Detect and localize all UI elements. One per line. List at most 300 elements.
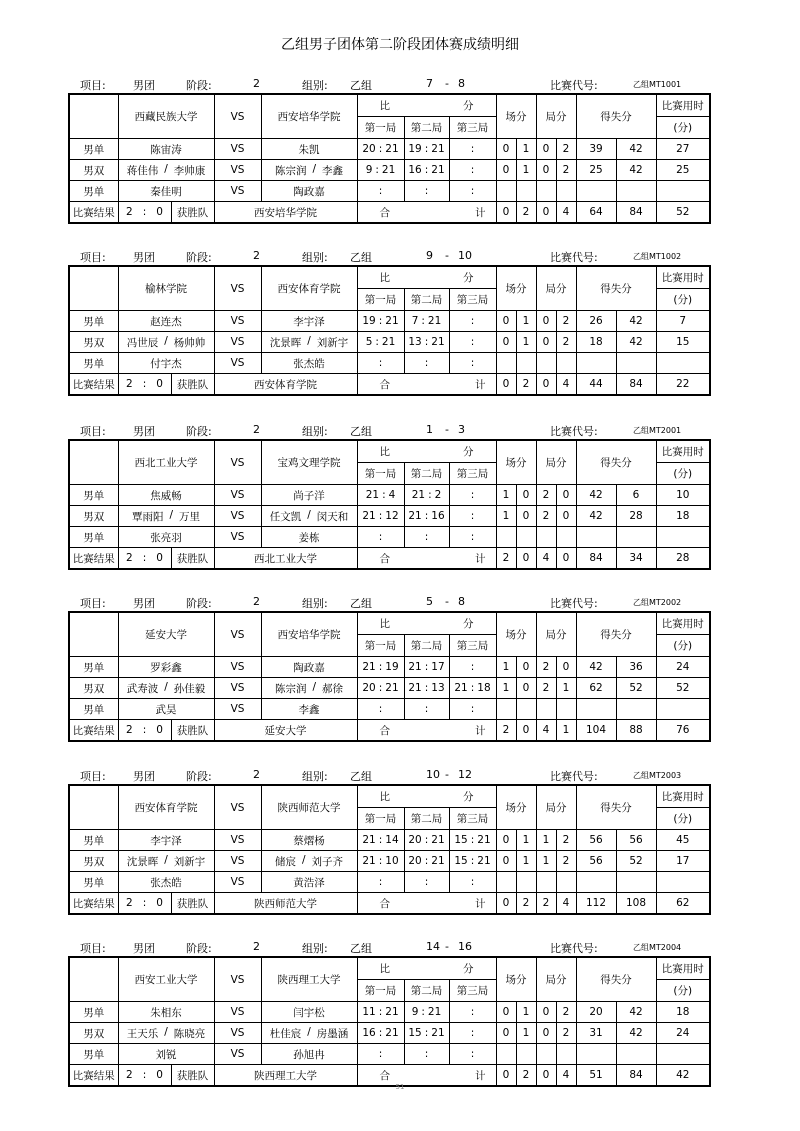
team-b-name: 西安体育学院 <box>261 266 357 311</box>
score-right: 21 <box>431 855 445 867</box>
match-table <box>68 784 711 915</box>
points-a <box>576 527 616 548</box>
vs-label: VS <box>214 160 261 181</box>
colon: : <box>424 876 429 888</box>
games-header: 局分 <box>536 612 576 657</box>
match-block <box>68 595 704 742</box>
stage-label: 阶段: <box>186 79 212 92</box>
matches-b: 0 <box>516 720 536 742</box>
position-a: 7 <box>426 77 433 90</box>
total-label <box>357 374 496 396</box>
player-name: 陶政嘉 <box>293 661 325 674</box>
matches-a <box>496 699 516 720</box>
slash: / <box>312 680 317 693</box>
games-b: 1 <box>556 720 576 742</box>
slash: / <box>164 162 168 175</box>
table-row <box>69 181 710 202</box>
item-label: 项目: <box>80 251 106 264</box>
game-3-score <box>449 485 496 506</box>
matches-a <box>496 353 516 374</box>
game-3-score <box>449 506 496 527</box>
points-b: 52 <box>616 851 656 872</box>
games-header: 局分 <box>536 440 576 485</box>
points-b <box>616 1044 656 1065</box>
slash: / <box>312 162 317 175</box>
game-3-score <box>449 699 496 720</box>
group-value: 乙组 <box>350 597 372 610</box>
game-1-score <box>357 353 404 374</box>
colon: : <box>378 510 383 522</box>
score-right: 21 <box>381 336 396 348</box>
table-row <box>69 699 710 720</box>
player-name: 付宇杰 <box>150 357 182 370</box>
player-name: 罗彩鑫 <box>150 661 182 674</box>
matches-header: 场分 <box>496 957 536 1002</box>
score-left: 19 <box>408 143 422 155</box>
team-a-name: 榆林学院 <box>118 266 214 311</box>
vs-label: VS <box>214 1002 261 1023</box>
team-a-players <box>118 830 214 851</box>
score-right: 21 <box>477 855 491 867</box>
colon: : <box>470 876 475 888</box>
score-right: 21 <box>381 164 396 176</box>
matches-a: 0 <box>496 374 516 396</box>
table-row <box>69 139 710 160</box>
score-header-fen: 分 <box>463 100 474 112</box>
game-1-score <box>357 181 404 202</box>
match-header <box>68 595 685 611</box>
games-a: 0 <box>536 374 556 396</box>
game-3-score <box>449 527 496 548</box>
score-header <box>357 266 496 289</box>
team-a-players <box>118 160 214 181</box>
game-1-header: 第一局 <box>357 117 404 139</box>
game-2-score <box>404 353 449 374</box>
score-right: 17 <box>431 661 445 673</box>
total-label-ji: 计 <box>475 1069 486 1082</box>
time-used <box>656 181 710 202</box>
vs-label: VS <box>214 332 261 353</box>
player-name: 刘新宇 <box>173 855 206 868</box>
games-a <box>536 872 556 893</box>
colon: : <box>424 661 429 673</box>
matches-b: 1 <box>516 332 536 353</box>
winner-team: 延安大学 <box>214 720 357 742</box>
games-b <box>556 353 576 374</box>
games-b <box>556 527 576 548</box>
event-type: 男单 <box>69 830 118 851</box>
table-row <box>69 678 710 699</box>
points-b: 52 <box>616 678 656 699</box>
games-a: 2 <box>536 893 556 915</box>
points-b: 42 <box>616 139 656 160</box>
result-label: 比赛结果 <box>69 548 118 570</box>
player-name: 闵天和 <box>316 510 349 523</box>
team-b-players <box>261 160 357 181</box>
matches-a: 0 <box>496 1065 516 1087</box>
score-left: 9 <box>411 1006 419 1018</box>
dash: - <box>445 768 449 781</box>
colon: : <box>470 1027 475 1039</box>
player-name: 蒋佳伟 <box>126 164 159 177</box>
page-number: 51 <box>395 1083 405 1091</box>
colon: : <box>142 724 147 736</box>
score-left: 21 <box>411 489 426 501</box>
match-code: 乙组MT2004 <box>633 943 682 952</box>
score-left: 21 <box>454 682 468 694</box>
colon: : <box>378 143 383 155</box>
game-3-score <box>449 1044 496 1065</box>
player-name: 沈景晖 <box>126 855 159 868</box>
score-left: 7 <box>411 315 419 327</box>
match-header <box>68 768 685 784</box>
time-used: 18 <box>656 506 710 527</box>
event-type: 男单 <box>69 527 118 548</box>
colon: : <box>470 164 475 176</box>
colon: : <box>470 531 475 543</box>
team-score-b: 0 <box>156 1069 163 1081</box>
team-b-players <box>261 872 357 893</box>
points-b: 42 <box>616 1023 656 1044</box>
team-b-players <box>261 485 357 506</box>
match-block <box>68 249 704 396</box>
stage-value: 2 <box>253 77 260 90</box>
matches-a: 1 <box>496 485 516 506</box>
table-header-row <box>69 94 710 117</box>
matches-b <box>516 181 536 202</box>
game-3-score <box>449 872 496 893</box>
score-header-bi: 比 <box>379 791 390 803</box>
team-a-players <box>118 851 214 872</box>
colon: : <box>142 552 147 564</box>
match-block <box>68 940 704 1087</box>
result-label: 比赛结果 <box>69 893 118 915</box>
matches-b: 0 <box>516 485 536 506</box>
match-code-label: 比赛代号: <box>550 597 598 610</box>
match-table <box>68 611 711 742</box>
score-header <box>357 957 496 980</box>
games-a: 4 <box>536 548 556 570</box>
vs-label: VS <box>214 1023 261 1044</box>
vs-label: VS <box>214 353 261 374</box>
score-header-fen: 分 <box>463 272 474 284</box>
player-name: 张亮羽 <box>150 531 182 544</box>
matches-a: 0 <box>496 893 516 915</box>
games-header: 局分 <box>536 785 576 830</box>
game-3-header: 第三局 <box>449 289 496 311</box>
player-name: 杨帅帅 <box>173 336 206 349</box>
team-b-players <box>261 353 357 374</box>
time-used <box>656 527 710 548</box>
player-name: 姜栋 <box>298 531 320 544</box>
time-header: 比赛用时 <box>656 957 710 980</box>
corner-cell <box>69 612 118 657</box>
game-3-header: 第三局 <box>449 635 496 657</box>
group-label: 组别: <box>302 942 328 955</box>
item-value: 男团 <box>133 425 155 438</box>
table-row <box>69 160 710 181</box>
team-b-players <box>261 657 357 678</box>
match-header <box>68 940 685 956</box>
game-1-score <box>357 1044 404 1065</box>
points-header: 得失分 <box>576 785 656 830</box>
team-score <box>118 374 171 396</box>
player-name: 蔡熠杨 <box>293 834 325 847</box>
player-name: 张杰皓 <box>150 876 182 889</box>
game-3-score <box>449 311 496 332</box>
vs-label: VS <box>214 440 261 485</box>
matches-b: 1 <box>516 851 536 872</box>
event-type: 男双 <box>69 851 118 872</box>
dash: - <box>445 423 449 436</box>
colon: : <box>421 1006 425 1018</box>
player-name: 杜佳宸 <box>269 1027 302 1040</box>
score-header-fen: 分 <box>463 963 474 975</box>
score-header <box>357 785 496 808</box>
team-a-players <box>118 139 214 160</box>
table-row <box>69 506 710 527</box>
matches-b: 2 <box>516 1065 536 1087</box>
vs-label: VS <box>214 830 261 851</box>
colon: : <box>470 1006 475 1018</box>
corner-cell <box>69 266 118 311</box>
player-name: 黄浩泽 <box>293 876 325 889</box>
points-b: 42 <box>616 160 656 181</box>
games-a: 2 <box>536 678 556 699</box>
player-name: 陶政嘉 <box>293 185 325 198</box>
points-a: 44 <box>576 374 616 396</box>
total-label-he: 合 <box>379 206 390 219</box>
colon: : <box>428 489 432 501</box>
time-unit-header: (分) <box>656 289 710 311</box>
score-right: 19 <box>385 661 399 673</box>
event-type: 男单 <box>69 311 118 332</box>
position-b: 10 <box>458 249 472 262</box>
games-a: 4 <box>536 720 556 742</box>
score-header-fen: 分 <box>463 791 474 803</box>
colon: : <box>470 682 475 694</box>
score-left: 5 <box>365 336 373 348</box>
colon: : <box>424 682 429 694</box>
vs-label: VS <box>214 485 261 506</box>
score-left: 21 <box>408 682 422 694</box>
score-header <box>357 440 496 463</box>
team-a-name: 西北工业大学 <box>118 440 214 485</box>
score-header-bi: 比 <box>379 272 390 284</box>
player-name: 朱凯 <box>298 143 320 156</box>
vs-label: VS <box>214 506 261 527</box>
total-label-he: 合 <box>379 378 390 391</box>
slash: / <box>164 1025 168 1038</box>
matches-b: 1 <box>516 160 536 181</box>
match-header <box>68 249 685 265</box>
time-header: 比赛用时 <box>656 785 710 808</box>
team-score <box>118 720 171 742</box>
score-right: 21 <box>385 315 399 327</box>
team-a-players <box>118 1023 214 1044</box>
item-value: 男团 <box>133 251 155 264</box>
player-name: 张杰皓 <box>293 357 325 370</box>
points-b: 42 <box>616 1002 656 1023</box>
score-right: 13 <box>431 682 445 694</box>
table-row <box>69 485 710 506</box>
score-header-fen: 分 <box>463 618 474 630</box>
total-label <box>357 202 496 224</box>
games-header: 局分 <box>536 957 576 1002</box>
player-name: 冯世辰 <box>126 336 159 349</box>
matches-a: 2 <box>496 548 516 570</box>
team-a-players <box>118 311 214 332</box>
colon: : <box>470 834 475 846</box>
points-b: 84 <box>616 1065 656 1087</box>
position-b: 3 <box>458 423 465 436</box>
time-used <box>656 353 710 374</box>
player-name: 李宇泽 <box>150 834 182 847</box>
time-used: 24 <box>656 657 710 678</box>
team-score-a: 2 <box>126 206 133 218</box>
event-type: 男双 <box>69 678 118 699</box>
game-2-score <box>404 1002 449 1023</box>
team-b-players <box>261 678 357 699</box>
points-b: 6 <box>616 485 656 506</box>
stage-label: 阶段: <box>186 597 212 610</box>
table-row <box>69 1023 710 1044</box>
colon: : <box>424 703 429 715</box>
games-a: 0 <box>536 332 556 353</box>
score-right: 21 <box>431 834 445 846</box>
result-label: 比赛结果 <box>69 1065 118 1087</box>
event-type: 男单 <box>69 181 118 202</box>
score-left: 21 <box>408 510 422 522</box>
result-row <box>69 548 710 570</box>
score-left: 21 <box>362 834 376 846</box>
games-a <box>536 527 556 548</box>
score-right: 21 <box>427 315 442 327</box>
game-2-score <box>404 872 449 893</box>
games-a: 0 <box>536 1065 556 1087</box>
colon: : <box>142 206 147 218</box>
time-used: 76 <box>656 720 710 742</box>
points-b <box>616 699 656 720</box>
game-2-header: 第二局 <box>404 289 449 311</box>
game-1-score <box>357 657 404 678</box>
vs-label: VS <box>214 94 261 139</box>
colon: : <box>142 897 147 909</box>
colon: : <box>378 185 383 197</box>
time-unit-header: (分) <box>656 463 710 485</box>
slash: / <box>164 680 168 693</box>
colon: : <box>378 834 383 846</box>
time-header: 比赛用时 <box>656 440 710 463</box>
total-label-he: 合 <box>379 1069 390 1082</box>
points-b <box>616 872 656 893</box>
team-score-a: 2 <box>126 378 133 390</box>
matches-b: 1 <box>516 311 536 332</box>
matches-header: 场分 <box>496 785 536 830</box>
total-label <box>357 720 496 742</box>
score-right: 14 <box>385 834 399 846</box>
table-row <box>69 332 710 353</box>
total-label-ji: 计 <box>475 378 486 391</box>
matches-b: 0 <box>516 548 536 570</box>
player-name: 刘新宇 <box>316 336 349 349</box>
game-3-header: 第三局 <box>449 980 496 1002</box>
score-left: 20 <box>408 855 422 867</box>
score-header-bi: 比 <box>379 100 390 112</box>
score-right: 4 <box>388 489 396 501</box>
team-b-players <box>261 1023 357 1044</box>
colon: : <box>378 661 383 673</box>
dash: - <box>445 595 449 608</box>
game-1-header: 第一局 <box>357 635 404 657</box>
points-b <box>616 181 656 202</box>
total-label-ji: 计 <box>475 897 486 910</box>
colon: : <box>470 357 475 369</box>
score-left: 16 <box>362 1027 376 1039</box>
result-row <box>69 374 710 396</box>
score-right: 21 <box>385 1027 399 1039</box>
colon: : <box>470 510 475 522</box>
matches-b <box>516 527 536 548</box>
team-a-players <box>118 678 214 699</box>
game-2-score <box>404 332 449 353</box>
game-2-score <box>404 830 449 851</box>
colon: : <box>424 510 429 522</box>
score-right: 21 <box>477 834 491 846</box>
colon: : <box>470 336 475 348</box>
games-b <box>556 872 576 893</box>
matches-a: 0 <box>496 202 516 224</box>
slash: / <box>164 334 168 347</box>
points-header: 得失分 <box>576 440 656 485</box>
matches-a: 0 <box>496 139 516 160</box>
games-a: 2 <box>536 657 556 678</box>
colon: : <box>470 1048 475 1060</box>
colon: : <box>424 531 429 543</box>
score-left: 21 <box>362 510 376 522</box>
stage-label: 阶段: <box>186 425 212 438</box>
stage-value: 2 <box>253 595 260 608</box>
result-label: 比赛结果 <box>69 720 118 742</box>
score-right: 2 <box>434 489 442 501</box>
vs-label: VS <box>214 872 261 893</box>
table-header-row <box>69 266 710 289</box>
group-label: 组别: <box>302 251 328 264</box>
dash: - <box>445 77 449 90</box>
points-a: 51 <box>576 1065 616 1087</box>
item-value: 男团 <box>133 79 155 92</box>
player-name: 孙旭冉 <box>293 1048 325 1061</box>
matches-a <box>496 872 516 893</box>
team-a-players <box>118 181 214 202</box>
colon: : <box>142 1069 147 1081</box>
colon: : <box>470 703 475 715</box>
table-header-row <box>69 612 710 635</box>
result-label: 比赛结果 <box>69 202 118 224</box>
position-a: 1 <box>426 423 433 436</box>
match-code-label: 比赛代号: <box>550 425 598 438</box>
points-b: 28 <box>616 506 656 527</box>
points-b: 42 <box>616 332 656 353</box>
player-name: 武寿波 <box>126 682 159 695</box>
game-1-header: 第一局 <box>357 289 404 311</box>
group-value: 乙组 <box>350 79 372 92</box>
player-name: 储宸 <box>274 855 296 868</box>
team-score <box>118 893 171 915</box>
event-type: 男双 <box>69 506 118 527</box>
game-1-score <box>357 160 404 181</box>
colon: : <box>470 315 475 327</box>
